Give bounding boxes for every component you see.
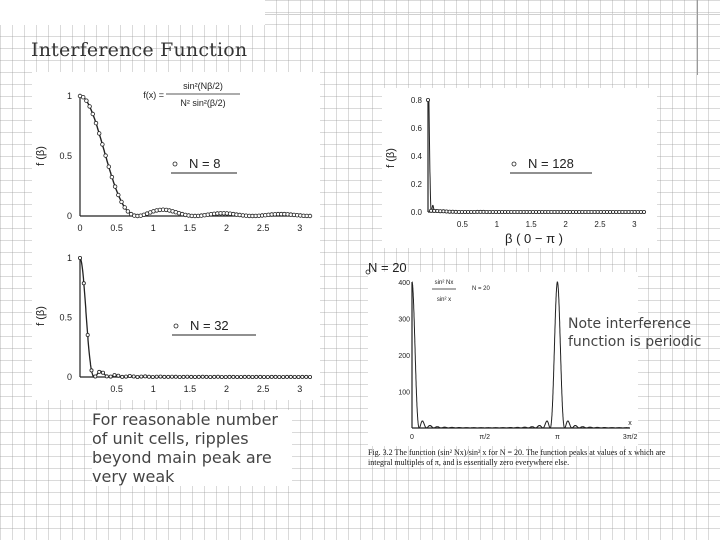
chart-n8 <box>32 72 320 250</box>
legend-label: N = 128 <box>528 156 574 171</box>
data-point <box>105 375 108 378</box>
data-point <box>124 375 127 378</box>
y-tick-label: 400 <box>398 280 410 287</box>
data-point <box>94 121 98 125</box>
formula-lhs: f(x) = <box>143 90 164 100</box>
data-point <box>201 375 204 378</box>
data-point <box>247 375 250 378</box>
y-tick-label: 1 <box>66 253 72 263</box>
data-point <box>147 375 150 378</box>
data-point <box>117 193 121 197</box>
data-point <box>297 375 300 378</box>
data-point <box>232 375 235 378</box>
data-point <box>128 374 131 377</box>
data-point <box>209 375 212 378</box>
panel-n20 <box>368 260 638 446</box>
data-point <box>155 375 158 378</box>
data-point <box>308 214 312 218</box>
legend-marker <box>174 324 178 328</box>
legend-label: N = 20 <box>368 260 407 275</box>
data-point <box>193 375 196 378</box>
page-title: Interference Function <box>31 39 248 61</box>
data-point <box>94 375 97 378</box>
y-tick-label: 0.8 <box>410 96 422 105</box>
x-tick-label: 2.5 <box>594 220 606 229</box>
data-point <box>266 375 269 378</box>
data-point <box>305 375 308 378</box>
y-axis-label: f (β) <box>385 148 397 168</box>
y-tick-label: 200 <box>398 353 410 360</box>
x-tick-label: 2.5 <box>256 223 270 233</box>
panel-n128 <box>382 88 657 248</box>
data-point <box>81 95 85 99</box>
x-tick-label: 1.5 <box>525 220 537 229</box>
data-point <box>262 375 265 378</box>
data-point <box>113 185 117 189</box>
data-point <box>159 375 162 378</box>
data-point <box>182 375 185 378</box>
data-point <box>90 369 93 372</box>
y-tick-label: 300 <box>398 316 410 324</box>
data-point <box>144 375 147 378</box>
formula-numerator: sin² Nx <box>434 280 454 286</box>
x-tick-label: 0.5 <box>110 384 123 394</box>
data-point <box>308 375 311 378</box>
data-point <box>117 374 120 377</box>
x-tick-label: 3 <box>297 384 303 394</box>
data-point <box>101 143 105 147</box>
legend-marker <box>512 162 516 166</box>
x-tick-label: 3 <box>632 220 637 229</box>
data-point <box>98 370 101 373</box>
data-point <box>109 375 112 378</box>
x-tick-label: 3π/2 <box>622 434 638 441</box>
data-point <box>251 375 254 378</box>
chart-n32 <box>32 250 320 400</box>
data-point <box>97 132 101 136</box>
data-point <box>186 375 189 378</box>
data-point <box>285 375 288 378</box>
y-tick-label: 1 <box>66 91 72 101</box>
data-point <box>88 105 92 109</box>
x-tick-label: π <box>554 434 560 441</box>
legend-marker <box>173 162 177 166</box>
data-point <box>170 375 173 378</box>
y-tick-label: 0.5 <box>59 312 72 323</box>
data-point <box>121 375 124 378</box>
x-tick-label: 2.5 <box>256 384 270 394</box>
x-tick-label: 1.5 <box>183 384 197 394</box>
y-tick-label: 100 <box>398 389 410 397</box>
data-point <box>293 375 296 378</box>
panel-n8 <box>32 72 320 250</box>
data-point <box>136 375 139 378</box>
data-point <box>104 154 108 158</box>
data-point <box>85 99 89 103</box>
data-point <box>107 165 111 169</box>
data-point <box>236 375 239 378</box>
x-tick-label: 1.5 <box>183 223 197 233</box>
data-point <box>120 200 124 204</box>
panel-n32 <box>32 250 320 400</box>
data-point <box>151 375 154 378</box>
formula-denominator: sin² x <box>436 297 452 303</box>
top-band-right <box>265 0 720 15</box>
y-tick-label: 0.0 <box>410 208 422 217</box>
data-point <box>224 375 227 378</box>
x-tick-label: 2 <box>223 384 230 394</box>
note-text: Note interference function is periodic <box>568 316 702 350</box>
data-point <box>278 375 281 378</box>
data-point <box>86 333 89 336</box>
x-tick-label: 1 <box>150 384 156 394</box>
data-point <box>101 371 104 374</box>
data-point <box>178 375 181 378</box>
y-axis-label: f (β) <box>35 306 47 326</box>
x-tick-label: 1 <box>494 220 500 229</box>
x-tick-label: 0.5 <box>456 220 468 229</box>
x-tick-label: 3 <box>297 223 303 233</box>
data-point <box>126 210 130 214</box>
data-point <box>197 375 200 378</box>
data-point <box>167 375 170 378</box>
data-point <box>301 375 304 378</box>
data-point <box>163 375 166 378</box>
caption-text: For reasonable number of unit cells, ripples beyond main peak are very weak <box>92 410 292 486</box>
y-tick-label: 0.4 <box>410 152 422 161</box>
data-point <box>205 375 208 378</box>
formula-numerator: sin²(Nβ/2) <box>183 81 223 91</box>
data-line <box>412 282 630 428</box>
chart-n20 <box>368 260 638 446</box>
x-tick-label: π/2 <box>479 434 491 441</box>
legend-label: N = 8 <box>189 156 221 171</box>
legend-label: N = 20 <box>472 286 490 292</box>
data-point <box>140 375 143 378</box>
data-point <box>78 256 81 259</box>
y-axis-label: f (β) <box>35 146 47 166</box>
data-point <box>220 375 223 378</box>
data-point <box>270 375 273 378</box>
formula-denominator: N² sin²(β/2) <box>180 98 226 108</box>
divider-line <box>697 0 698 75</box>
data-point <box>282 375 285 378</box>
data-point <box>91 112 95 116</box>
y-tick-label: 0 <box>66 372 72 382</box>
data-point <box>113 374 116 377</box>
x-tick-label: 0 <box>77 223 83 233</box>
data-point <box>239 375 242 378</box>
data-point <box>132 375 135 378</box>
data-point <box>216 375 219 378</box>
figure-caption: Fig. 3.2 The function (sin² Nx)/sin² x for N = 20. The function peaks at values of x which are integral multiples of π, and is essentially zero everywhere else. <box>368 448 666 467</box>
data-point <box>174 375 177 378</box>
y-tick-label: 0.6 <box>410 124 422 133</box>
y-tick-label: 0.5 <box>59 151 72 161</box>
top-band <box>0 0 265 25</box>
y-tick-label: 0 <box>66 211 72 221</box>
x-tick-label: 2 <box>223 223 230 233</box>
data-point <box>642 210 645 213</box>
x-axis-label: x <box>628 420 632 427</box>
data-point <box>82 282 85 285</box>
chart-n128 <box>382 88 657 248</box>
data-point <box>274 375 277 378</box>
data-point <box>123 206 127 210</box>
y-tick-label: 0.2 <box>410 180 422 189</box>
data-point <box>259 375 262 378</box>
data-point <box>289 375 292 378</box>
x-tick-label: 0.5 <box>110 223 123 233</box>
x-tick-label: 0 <box>410 434 414 441</box>
data-point <box>228 375 231 378</box>
data-point <box>110 175 114 179</box>
data-point <box>243 375 246 378</box>
legend-label: N = 32 <box>190 318 229 333</box>
data-point <box>255 375 258 378</box>
x-axis-label: β ( 0 − π ) <box>505 231 563 246</box>
data-point <box>426 98 429 101</box>
data-point <box>190 375 193 378</box>
x-tick-label: 2 <box>563 220 568 229</box>
data-point <box>213 375 216 378</box>
x-tick-label: 1 <box>150 223 156 233</box>
